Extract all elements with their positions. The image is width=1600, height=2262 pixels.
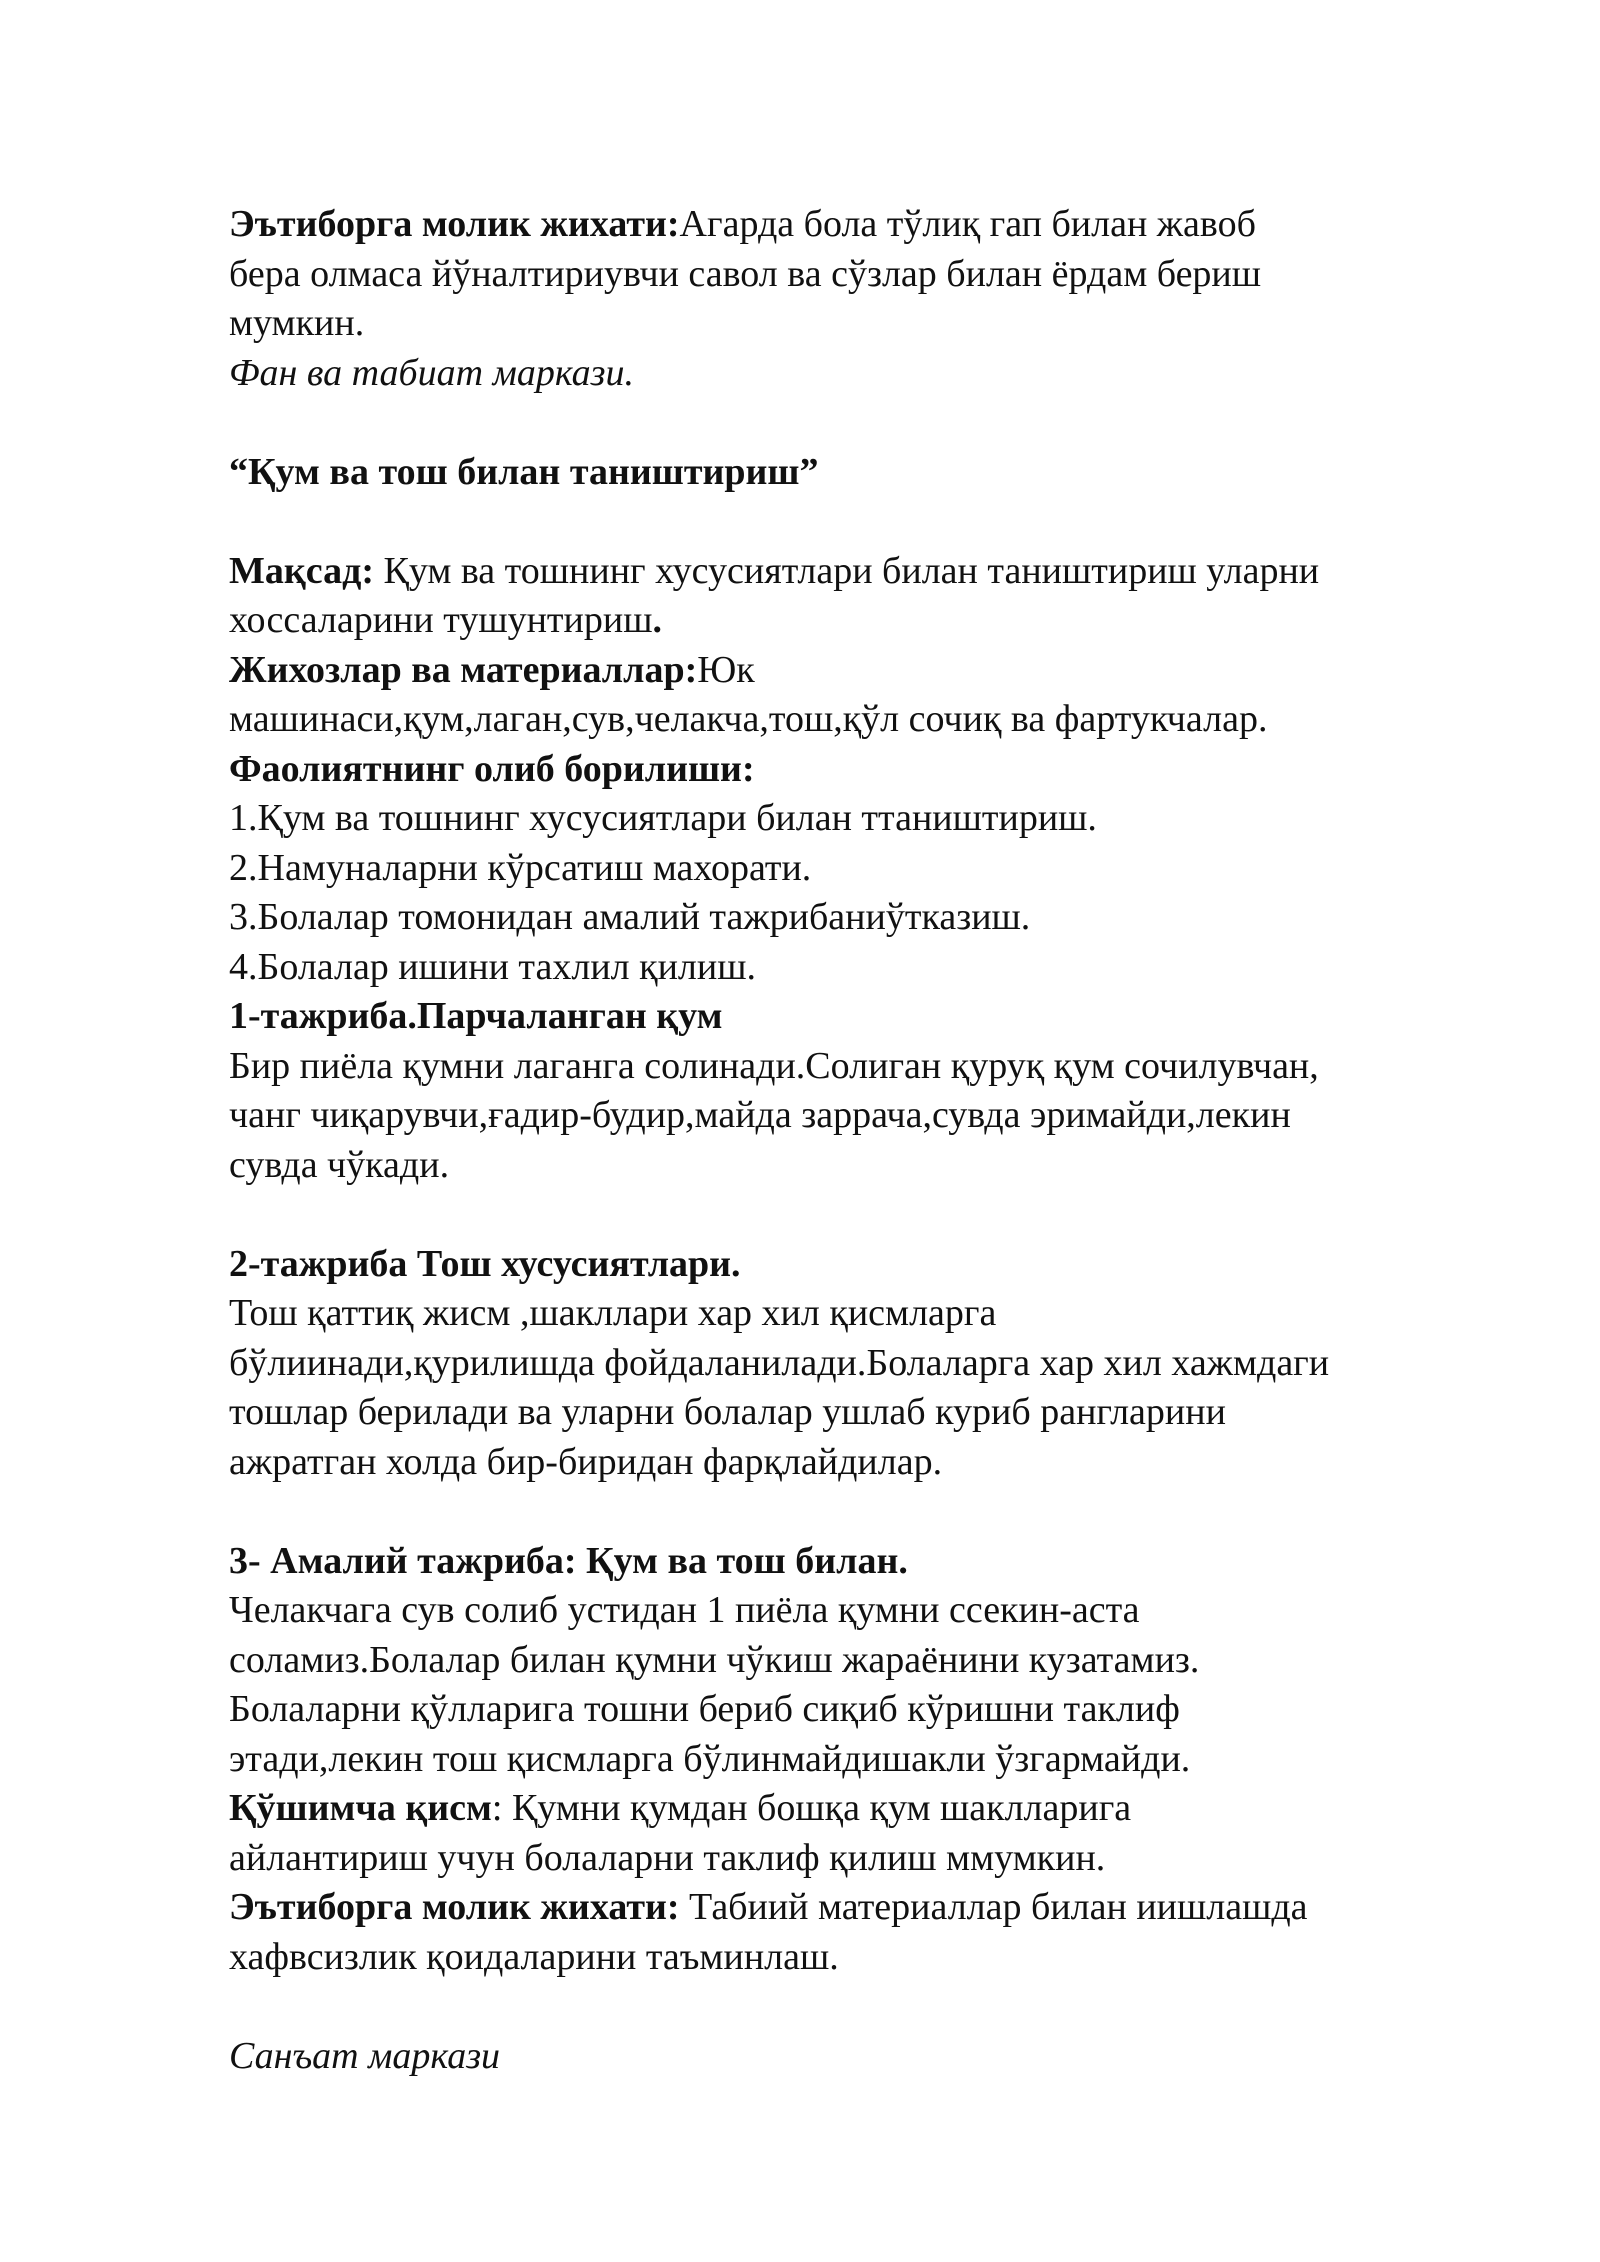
process-label: Фаолиятнинг олиб борилиши: [229, 747, 755, 790]
extra-line-1 [229, 1784, 1519, 1834]
experiment-1-title: 1-тажриба.Парчаланган қум [229, 995, 723, 1037]
equipment-line-2: машинаси,қум,лаган,сув,челакча,тош,қўл сочиқ ва фартукчалар. [229, 698, 1268, 740]
science-center-heading: Фан ва табиат маркази. [229, 351, 635, 394]
goal-text-2: хоссаларини тушунтириш [229, 599, 653, 641]
experiment-1-line-1: Бир пиёла қумни лаганга солинади.Солиган қуруқ қум сочилувчан, [229, 1044, 1319, 1087]
process-step-1: 1.Қум ва тошнинг хусусиятлари билан ттаништириш. [229, 797, 1097, 839]
note-line-1 [229, 1883, 1519, 1933]
spacer [229, 1487, 1519, 1537]
goal-period: . [652, 599, 662, 641]
extra-label: Қўшимча қисм [229, 1787, 492, 1829]
spacer [229, 1190, 1519, 1240]
lesson-title: “Қум ва тош билан таништириш” [229, 450, 819, 493]
experiment-2-line-1: Тош қаттиқ жисм ,шакллари хар хил қисмларга [229, 1292, 997, 1334]
spacer [229, 1982, 1519, 2032]
experiment-2-line-4: ажратган холда бир-биридан фарқлайдилар. [229, 1440, 943, 1483]
art-center-heading: Санъат маркази [229, 2034, 501, 2077]
process-step-4: 4.Болалар ишини тахлил қилиш. [229, 945, 756, 988]
intro-label: Эътиборга молик жихати: [229, 203, 680, 245]
experiment-2-line-3: тошлар берилади ва уларни болалар ушлаб куриб рангларини [229, 1391, 1226, 1433]
equipment-line-1 [229, 646, 1519, 696]
goal-line-1 [229, 547, 1519, 597]
intro-text-1: Агарда бола тўлиқ гап билан жавоб [679, 203, 1256, 245]
experiment-3-line-1: Челакчага сув солиб устидан 1 пиёла қумни ссекин-аста [229, 1589, 1140, 1631]
goal-line-2 [229, 596, 1519, 646]
intro-line-3: мумкин. [229, 302, 365, 344]
experiment-1-line-2: чанг чиқарувчи,ғадир-будир,майда заррача,сувда эримайди,лекин [229, 1094, 1291, 1136]
spacer [229, 398, 1519, 448]
experiment-3-line-2: соламиз.Болалар билан қумни чўкиш жараёнини кузатамиз. [229, 1638, 1200, 1681]
experiment-3-title: 3- Амалий тажриба: Қум ва тош билан. [229, 1539, 908, 1582]
process-step-3: 3.Болалар томонидан амалий тажрибаниўтказиш. [229, 896, 1031, 938]
intro-line-1 [229, 200, 1519, 250]
intro-line-2: бера олмаса йўналтириувчи савол ва сўзлар билан ёрдам бериш [229, 252, 1262, 295]
note-label: Эътиборга молик жихати: [229, 1886, 680, 1928]
extra-line-2: айлантириш учун болаларни таклиф қилиш ммумкин. [229, 1836, 1106, 1879]
goal-text-1: Қум ва тошнинг хусусиятлари билан таништириш уларни [373, 549, 1320, 592]
process-step-2: 2.Намуналарни кўрсатиш махорати. [229, 846, 812, 889]
note-text-1: Табиий материаллар билан иишлашда [679, 1886, 1308, 1928]
spacer [229, 497, 1519, 547]
experiment-2-title: 2-тажриба Тош хусусиятлари. [229, 1242, 741, 1285]
goal-label: Мақсад: [229, 549, 374, 592]
extra-text-1: : Қумни қумдан бошқа қум шаклларига [491, 1787, 1132, 1829]
experiment-1-line-3: сувда чўкади. [229, 1143, 450, 1186]
note-line-2: хафвсизлик қоидаларини таъминлаш. [229, 1935, 839, 1978]
equipment-label: Жихозлар ва материаллар: [229, 648, 698, 691]
experiment-3-line-3: Болаларни қўлларига тошни бериб сиқиб кўришни таклиф [229, 1688, 1180, 1730]
equipment-text-1: Юк [697, 648, 755, 691]
document-page [229, 200, 1519, 2081]
experiment-2-line-2: бўлиинади,қурилишда фойдаланилади.Болаларга хар хил хажмдаги [229, 1341, 1330, 1384]
experiment-3-line-4: этади,лекин тош қисмларга бўлинмайдишакли ўзгармайди. [229, 1737, 1191, 1780]
